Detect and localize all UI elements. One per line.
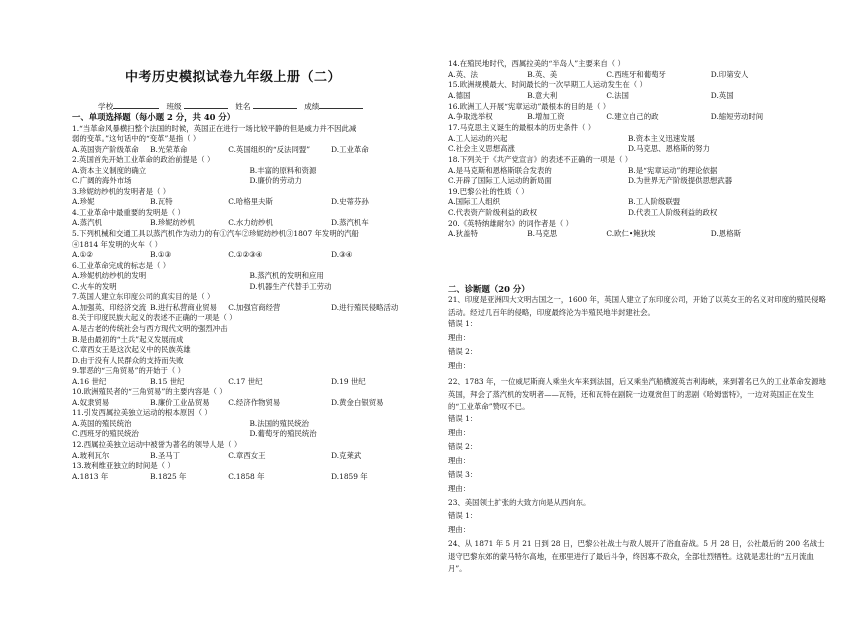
answer-option: D.工业革命 — [331, 144, 369, 154]
answer-option: B.廉价工业品贸易 — [150, 397, 210, 407]
answer-option: B.是“宪章运动”的理论依据 — [628, 165, 718, 175]
reason-label: 理由： — [448, 525, 471, 534]
answer-option: C.加强官商经营 — [228, 302, 281, 312]
reason-label: 理由： — [448, 333, 471, 342]
name-label: 姓名 — [235, 102, 251, 111]
answer-option: D.机器生产代替手工劳动 — [249, 281, 332, 291]
school-blank[interactable] — [113, 100, 159, 109]
answer-option: C.开辟了国际工人运动的新局面 — [448, 176, 552, 186]
answer-option: B.丰富的原料和资源 — [249, 165, 317, 175]
answer-option: A.是马克斯和恩格斯联合发表的 — [448, 165, 552, 175]
answer-option: D.进行殖民侵略活动 — [331, 302, 399, 312]
question-text: 5.下列机械和交通工具以蒸汽机作为动力的有①汽车②珍妮纺纱机③1807 年发明的汽船 — [72, 229, 359, 238]
answer-option: C.西班牙的殖民统治 — [72, 429, 139, 439]
answer-option: A.蒸汽机 — [72, 218, 102, 228]
answer-option: D.恩格斯 — [710, 229, 741, 239]
reason-label: 理由： — [448, 456, 471, 465]
answer-option: D.印第安人 — [710, 69, 749, 79]
answer-option: D.廉价的劳动力 — [249, 176, 302, 186]
answer-option: A.德国 — [448, 90, 471, 100]
answer-option: A.1813 年 — [72, 471, 109, 481]
answer-option: B.工人阶级联盟 — [628, 197, 681, 207]
reason-label: 理由： — [448, 361, 471, 370]
answer-option: A.英、法 — [448, 69, 478, 79]
answer-option: A.英国的殖民统治 — [72, 418, 132, 428]
answer-option: D.1859 年 — [331, 471, 368, 481]
reason-label: 理由： — [448, 484, 471, 493]
answer-option: B.进行私营商业贸易 — [150, 302, 217, 312]
answer-option: C.①②③④ — [228, 250, 263, 260]
answer-option: C.章西女王 — [228, 450, 266, 460]
answer-option: B.法国的殖民统治 — [249, 418, 310, 428]
answer-option: B.15 世纪 — [150, 376, 185, 386]
question-text: 18.下列关于《共产党宣言》的表述不正确的一项是（ ） — [448, 154, 633, 164]
error-label: 错误 3： — [448, 470, 478, 479]
question-text: 11.引发西属拉美独立运动的根本原因（ ） — [72, 408, 212, 418]
answer-option: D.史蒂芬孙 — [331, 197, 369, 207]
answer-option: A.工人运动的兴起 — [448, 133, 508, 143]
answer-option: C.水力纺纱机 — [228, 218, 273, 228]
answer-option: C.广阔的海外市场 — [72, 176, 132, 186]
answer-option: C.火车的发明 — [72, 281, 117, 291]
answer-option: B.①③ — [150, 250, 172, 260]
class-blank[interactable] — [184, 100, 228, 109]
question-text: 6.工业革命完成的标志是（ ） — [72, 260, 171, 270]
answer-option: B.英、美 — [527, 69, 558, 79]
question-text: 1.“当革命风暴横扫整个法国的时候，英国正在进行一场比较平静的但是威力并不因此减 — [72, 123, 357, 133]
answer-option: A.狄盖特 — [448, 229, 478, 239]
answer-option: D.葡萄牙的殖民统治 — [249, 429, 317, 439]
question-text: 7.英国人建立东印度公司的真实目的是（ ） — [72, 292, 215, 302]
section1-heading: 一、单项选择题（每小题 2 分，共 40 分） — [72, 112, 236, 122]
diagnosis-paragraph: 24、从 1871 年 5 月 21 日到 28 日，巴黎公社战士与敌人展开了浴血奋战。5 月 28 日，公社最后的 200 名战士退守巴黎东郊的蒙马特尔高地，在那里进行了最后斗争，终因寡不敌众，全部壮烈牺牲。这就是悲壮的“五月流血月”。 — [448, 539, 825, 573]
question-text: 19.巴黎公社的性质（ ） — [448, 186, 529, 196]
name-blank[interactable] — [253, 100, 297, 109]
score-label: 成绩 — [304, 102, 320, 111]
answer-option: C.章西女王是这次起义中的民族英雄 — [72, 345, 191, 355]
answer-option: A.珍妮机纺纱机的发明 — [72, 271, 147, 281]
answer-option: A.是古老的传统社会与西方现代文明的强烈冲击 — [72, 323, 228, 333]
question-text: 9.罪恶的“三角贸易”的开始于（ ） — [72, 366, 186, 376]
error-label: 错误 2： — [448, 347, 478, 356]
answer-option: D.代表工人阶级利益的政权 — [628, 208, 718, 218]
diagnosis-paragraph: 23、美国领土扩张的大致方向是从西向东。 — [448, 498, 591, 507]
answer-option: A.资本主义制度的确立 — [72, 165, 147, 175]
answer-option: C.哈格里夫斯 — [228, 197, 273, 207]
question-text: 弱的变革。”这句话中的“变革”是指（ ） — [72, 134, 201, 144]
answer-option: C.代表资产阶级利益的政权 — [448, 208, 538, 218]
answer-option: B.蒸汽机的发明和应用 — [249, 271, 324, 281]
answer-option: C.建立自己的政 — [606, 112, 659, 122]
answer-option: A.16 世纪 — [72, 376, 107, 386]
school-label: 学校 — [98, 102, 114, 111]
answer-option: C.欧仁•鲍狄埃 — [606, 229, 656, 239]
answer-option: B.1825 年 — [150, 471, 187, 481]
answer-option: A.加强英、印经济交流 — [72, 302, 147, 312]
score-blank[interactable] — [319, 100, 363, 109]
question-text: 20.《英特纳雄耐尔》的词作者是（ ） — [448, 218, 573, 228]
answer-option: D.克莱武 — [331, 450, 362, 460]
question-text: 4.工业革命中最重要的发明是（ ） — [72, 207, 185, 217]
answer-option: D.19 世纪 — [331, 376, 366, 386]
page-title: 中考历史模拟试卷九年级上册（二） — [125, 70, 342, 85]
question-text: 15.欧洲规模最大、时间最长的一次早期工人运动发生在（ ） — [448, 80, 647, 90]
question-text: 2.英国首先开始工业革命的政治前提是（ ） — [72, 155, 215, 165]
answer-option: A.珍妮 — [72, 197, 95, 207]
error-label: 错误 1： — [448, 511, 478, 520]
answer-option: D.黄金白银贸易 — [331, 397, 384, 407]
answer-option: A.国际工人组织 — [448, 197, 501, 207]
question-text: 3.珍妮纺纱机的发明者是（ ） — [72, 186, 171, 196]
question-text: 8.关于印度民族大起义的表述不正确的一项是（ ） — [72, 313, 237, 323]
answer-option: B.瓦特 — [150, 197, 173, 207]
answer-option: B.马克思 — [527, 229, 558, 239]
answer-option: D.③④ — [331, 250, 353, 260]
answer-option: C.西班牙和葡萄牙 — [606, 69, 666, 79]
answer-option: D.为世界无产阶级提供思想武器 — [628, 176, 733, 186]
answer-option: A.奴隶贸易 — [72, 397, 110, 407]
answer-option: B.光荣革命 — [150, 144, 188, 154]
question-text: 12.西属拉美独立运动中被誉为著名的领导人是（ ） — [72, 440, 242, 449]
answer-option: C.社会主义思想高涨 — [448, 144, 515, 154]
answer-option: D.马克思、恩格斯的努力 — [628, 144, 710, 154]
diagnosis-paragraph: 22、1783 年，一位威尼斯商人乘坐火车来到法国，后又乘坐汽船横渡英吉利海峡，来到著名已久的工业革命发源地英国，拜会了蒸汽机的发明者——瓦特，还和瓦特在剧院一边观赏但丁的悲剧《哈姆雷特》，一边对英国正在发生的“工业革命”赞叹不已。 — [448, 377, 826, 411]
error-label: 错误 1： — [448, 414, 478, 423]
answer-option: C.经济作物贸易 — [228, 397, 281, 407]
question-text: 14.在殖民地时代，西属拉美的“半岛人”主要来自（ ） — [448, 59, 625, 68]
answer-option: A.玻利瓦尔 — [72, 450, 110, 460]
question-text: 17.马克思主义诞生的最根本的历史条件（ ） — [448, 122, 596, 132]
error-label: 错误 2： — [448, 442, 478, 451]
answer-option: B.增加工资 — [527, 112, 565, 122]
answer-option: C.17 世纪 — [228, 376, 263, 386]
diagnosis-paragraph: 21、印度是亚洲四大文明古国之一，1600 年，英国人建立了东印度公司，开始了以英女王的名义对印度的殖民侵略活动。经过几百年的侵略，印度最终沦为半殖民地半封建社会。 — [448, 295, 826, 317]
answer-option: D.英国 — [710, 90, 734, 100]
answer-option: D.缩短劳动时间 — [710, 112, 764, 122]
answer-option: A.①② — [72, 250, 93, 260]
question-text: ④1814 年发明的火车（ ） — [72, 239, 163, 249]
answer-option: D.蒸汽机车 — [331, 218, 369, 228]
answer-option: C.英国组织的“反法同盟” — [228, 144, 311, 154]
answer-option: C.1858 年 — [228, 471, 265, 481]
answer-option: B.珍妮纺纱机 — [150, 218, 195, 228]
answer-option: A.英国资产阶级革命 — [72, 144, 139, 154]
answer-option: C.法国 — [606, 90, 629, 100]
answer-option: B.是由最初的“土兵”起义发展而成 — [72, 334, 184, 344]
class-label: 班级 — [166, 102, 182, 111]
question-text: 16.欧洲工人开展“宪章运动”最根本的目的是（ ） — [448, 101, 611, 111]
question-text: 13.玻利维亚独立的时间是（ ） — [72, 461, 175, 471]
reason-label: 理由： — [448, 428, 471, 437]
answer-option: A.争取选举权 — [448, 112, 493, 122]
answer-option: B.圣马丁 — [150, 450, 181, 460]
error-label: 错误 1： — [448, 319, 478, 328]
answer-option: B.资本主义迅速发展 — [628, 133, 695, 143]
answer-option: D.由于没有人民群众的支持而失败 — [72, 355, 184, 365]
answer-option: B.意大利 — [527, 90, 558, 100]
question-text: 10.欧洲殖民者的“三角贸易”的主要内容是（ ） — [72, 387, 227, 397]
section2-heading: 二、诊断题（20 分） — [448, 284, 530, 294]
